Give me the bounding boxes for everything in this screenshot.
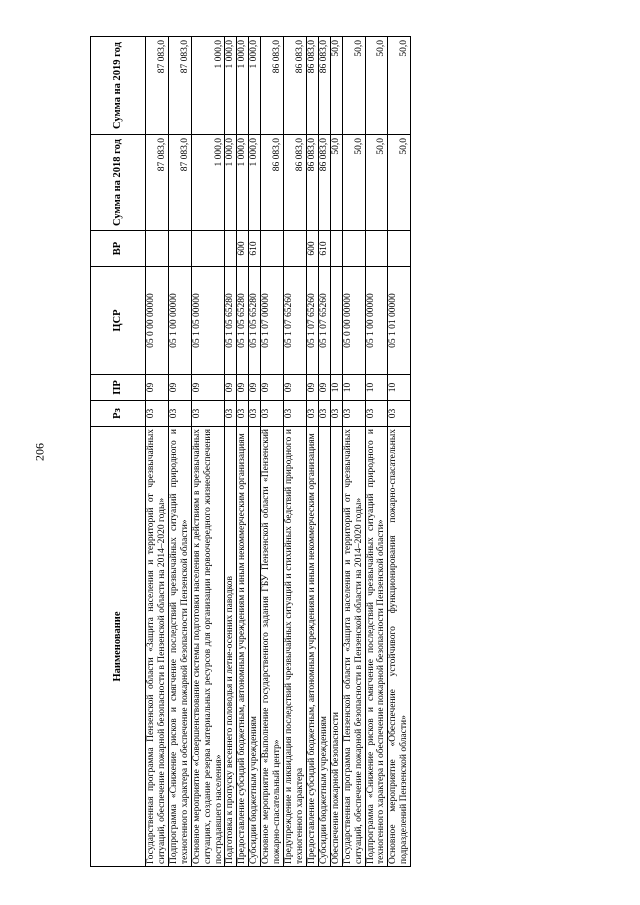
row-sum-2018: 1 000,0 [249,135,261,231]
header-name: Наименование [91,427,146,867]
row-csr: 05 1 05 65280 [249,267,261,375]
table-row [388,37,411,867]
row-name: Основное мероприятие «Выполнение государственного задания ГБУ Пензенской области «Пензенский пожарно-спасательный центр» [261,427,284,867]
row-name: Предупреждение и ликвидация последствий чрезвычайных ситуаций и стихийных бедствий природного и техногенного характера [284,427,307,867]
row-vr [330,231,342,267]
row-pr: 10 [330,375,342,401]
row-csr: 05 1 00 00000 [168,267,191,375]
row-sum-2018: 50,0 [342,135,365,231]
table-row [306,37,318,867]
row-pr: 09 [146,375,169,401]
row-csr: 05 1 07 00000 [261,267,284,375]
row-pr: 09 [237,375,249,401]
budget-table-container [90,37,550,867]
row-name: Предоставление субсидий бюджетным, автономным учреждениям и иным некоммерческим организациям [237,427,249,867]
row-sum-2019: 50,0 [342,37,365,135]
row-vr [388,231,411,267]
header-rz: Рз [91,401,146,427]
row-sum-2019: 86 083,0 [306,37,318,135]
table-row [330,37,342,867]
page-number: 206 [32,443,47,461]
row-sum-2019: 1 000,0 [191,37,225,135]
row-sum-2018: 86 083,0 [306,135,318,231]
table-row [365,37,388,867]
row-vr [261,231,284,267]
row-sum-2019: 87 083,0 [146,37,169,135]
row-csr: 05 0 00 00000 [146,267,169,375]
row-csr: 05 1 01 00000 [388,267,411,375]
table-body [146,37,411,867]
row-sum-2019: 1 000,0 [225,37,237,135]
row-pr: 09 [318,375,330,401]
table-row [284,37,307,867]
row-pr: 09 [225,375,237,401]
row-vr: 610 [318,231,330,267]
row-name: Предоставление субсидий бюджетным, автономным учреждениям и иным некоммерческим организациям [306,427,318,867]
row-name: Основное мероприятие «Совершенствование системы подготовки населения к действиям в чрезвычайных ситуациях, создание резерва материальных ресурсов для организации первоочередного жизнеобеспечения пострадавшего населения» [191,427,225,867]
row-vr [284,231,307,267]
row-pr: 09 [168,375,191,401]
row-sum-2018: 87 083,0 [146,135,169,231]
row-name: Субсидии бюджетным учреждениям [318,427,330,867]
row-csr: 05 0 00 00000 [342,267,365,375]
row-vr [168,231,191,267]
row-pr: 10 [365,375,388,401]
row-sum-2018: 50,0 [330,135,342,231]
row-sum-2018: 50,0 [365,135,388,231]
row-vr [342,231,365,267]
row-vr: 610 [249,231,261,267]
row-sum-2019: 1 000,0 [249,37,261,135]
row-name: Подпрограмма «Снижение рисков и смягчение последствий чрезвычайных ситуаций природного и техногенного характера и обеспечение пожарной безопасности Пензенской области» [365,427,388,867]
row-csr: 05 1 05 00000 [191,267,225,375]
row-rz: 03 [318,401,330,427]
header-pr: ПР [91,375,146,401]
table-row [146,37,169,867]
row-rz: 03 [191,401,225,427]
header-vr: ВР [91,231,146,267]
row-sum-2018: 50,0 [388,135,411,231]
row-sum-2019: 86 083,0 [318,37,330,135]
row-rz: 03 [388,401,411,427]
table-row [191,37,225,867]
row-rz: 03 [146,401,169,427]
row-pr: 10 [342,375,365,401]
row-sum-2019: 50,0 [330,37,342,135]
row-sum-2019: 50,0 [388,37,411,135]
row-name: Подпрограмма «Снижение рисков и смягчение последствий чрезвычайных ситуаций природного и техногенного характера и обеспечение пожарной безопасности Пензенской области» [168,427,191,867]
header-sum-2019: Сумма на 2019 год [91,37,146,135]
row-sum-2018: 87 083,0 [168,135,191,231]
row-vr [225,231,237,267]
row-sum-2018: 1 000,0 [191,135,225,231]
row-csr: 05 1 07 65260 [318,267,330,375]
row-sum-2018: 1 000,0 [225,135,237,231]
row-rz: 03 [330,401,342,427]
row-rz: 03 [168,401,191,427]
row-sum-2018: 1 000,0 [237,135,249,231]
table-row [261,37,284,867]
row-vr: 600 [237,231,249,267]
row-name: Обеспечение пожарной безопасности [330,427,342,867]
row-vr: 600 [306,231,318,267]
row-pr: 10 [388,375,411,401]
table-row [168,37,191,867]
row-pr: 09 [306,375,318,401]
table-row [249,37,261,867]
row-pr: 09 [261,375,284,401]
row-csr [330,267,342,375]
row-csr: 05 1 00 00000 [365,267,388,375]
row-pr: 09 [284,375,307,401]
row-csr: 05 1 05 65280 [225,267,237,375]
row-csr: 05 1 07 65260 [306,267,318,375]
row-sum-2018: 86 083,0 [284,135,307,231]
row-csr: 05 1 07 65260 [284,267,307,375]
row-name: Основное мероприятие «Обеспечение устойчивого функционирования пожарно-спасательных подразделений Пензенской области» [388,427,411,867]
row-rz: 03 [225,401,237,427]
row-rz: 03 [261,401,284,427]
row-sum-2019: 50,0 [365,37,388,135]
row-name: Подготовка к пропуску весеннего половодья и летне-осенних паводков [225,427,237,867]
row-sum-2019: 87 083,0 [168,37,191,135]
row-sum-2019: 86 083,0 [261,37,284,135]
row-rz: 03 [284,401,307,427]
row-pr: 09 [191,375,225,401]
table-row [237,37,249,867]
row-sum-2018: 86 083,0 [318,135,330,231]
row-rz: 03 [306,401,318,427]
row-vr [146,231,169,267]
table-row [318,37,330,867]
row-name: Государственная программа Пензенской области «Защита населения и территорий от чрезвычайных ситуаций, обеспечение пожарной безопасности в Пензенской области на 2014–2020 годы» [342,427,365,867]
row-csr: 05 1 05 65280 [237,267,249,375]
row-rz: 03 [365,401,388,427]
table-row [225,37,237,867]
row-name: Субсидии бюджетным учреждениям [249,427,261,867]
row-sum-2019: 86 083,0 [284,37,307,135]
table-header-row [91,37,146,867]
row-rz: 03 [342,401,365,427]
table-row [342,37,365,867]
row-vr [191,231,225,267]
row-sum-2018: 86 083,0 [261,135,284,231]
budget-table [90,36,411,867]
header-sum-2018: Сумма на 2018 год [91,135,146,231]
row-rz: 03 [237,401,249,427]
row-rz: 03 [249,401,261,427]
row-name: Государственная программа Пензенской области «Защита населения и территорий от чрезвычайных ситуаций, обеспечение пожарной безопасности в Пензенской области на 2014–2020 годы» [146,427,169,867]
row-sum-2019: 1 000,0 [237,37,249,135]
header-csr: ЦСР [91,267,146,375]
row-pr: 09 [249,375,261,401]
row-vr [365,231,388,267]
